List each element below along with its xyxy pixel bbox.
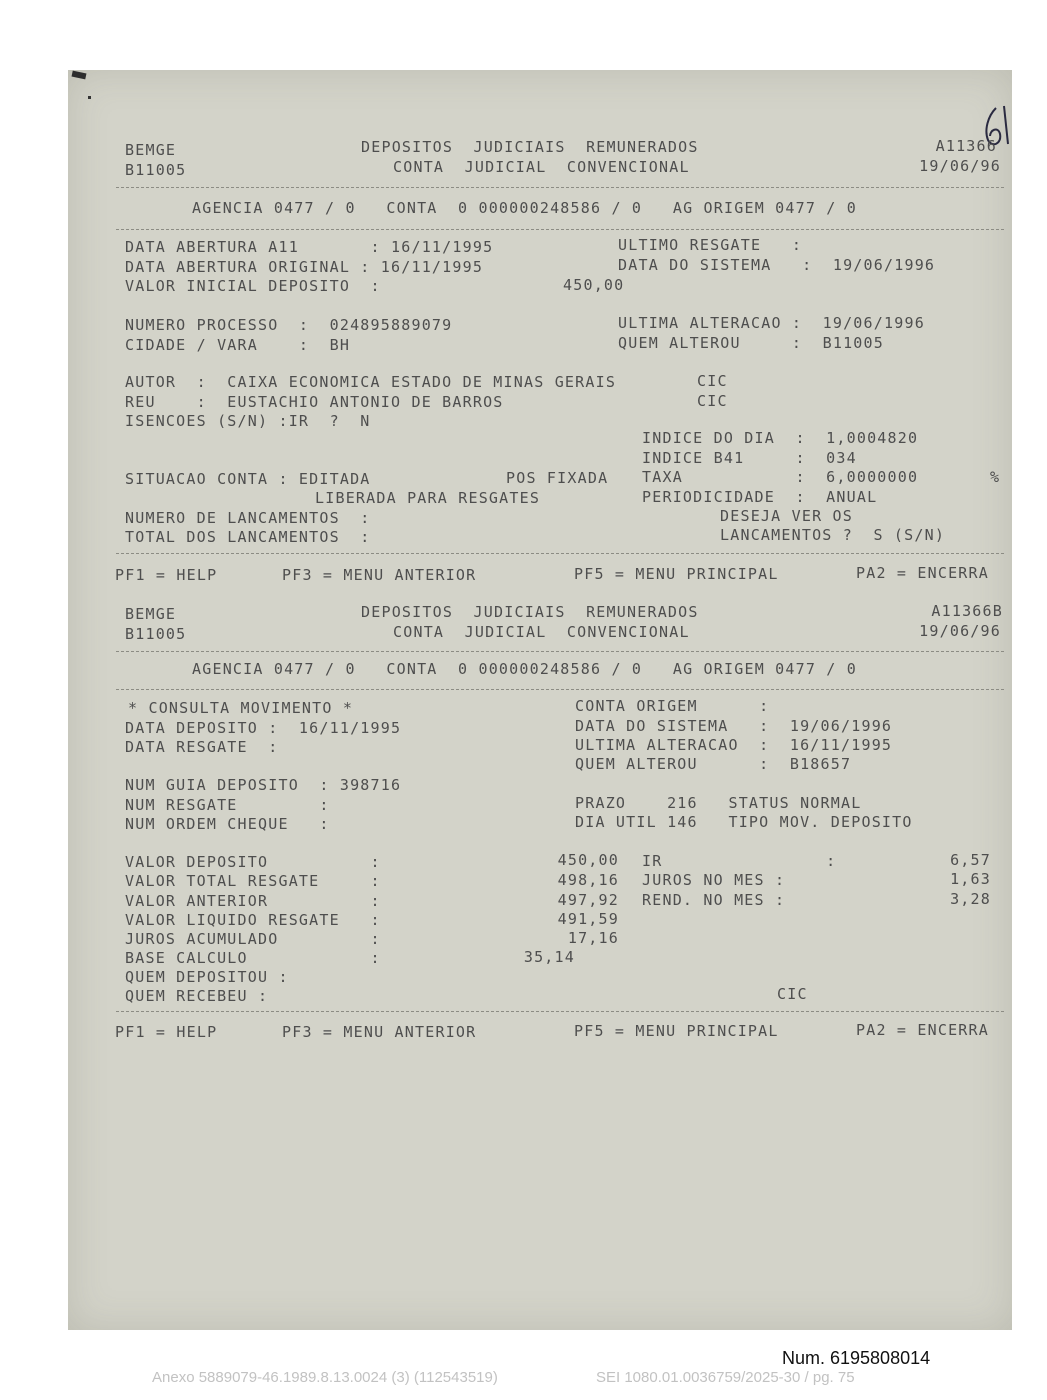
ultimo-resgate: ULTIMO RESGATE : <box>618 236 803 254</box>
bank-name: BEMGE <box>125 605 177 623</box>
rend-no-mes-label: REND. NO MES : <box>642 891 786 909</box>
autor-cic: CIC <box>697 372 728 390</box>
base-calculo-value: 35,14 <box>523 948 575 966</box>
data-do-sistema: DATA DO SISTEMA : 19/06/1996 <box>575 717 893 735</box>
juros-no-mes-label: JUROS NO MES : <box>642 871 786 889</box>
juros-acumulado-value: 17,16 <box>567 929 619 947</box>
data-do-sistema: DATA DO SISTEMA : 19/06/1996 <box>618 256 936 274</box>
ir-label: IR : <box>642 852 837 870</box>
recebeu-cic: CIC <box>777 985 808 1003</box>
numero-processo: NUMERO PROCESSO : 024895889079 <box>125 316 453 334</box>
pa2-encerra-key[interactable]: PA2 = ENCERRA <box>856 1021 989 1039</box>
situacao-conta: SITUACAO CONTA : EDITADA <box>125 470 371 488</box>
valor-total-resgate-label: VALOR TOTAL RESGATE : <box>125 872 381 890</box>
ultima-alteracao: ULTIMA ALTERACAO : 16/11/1995 <box>575 736 893 754</box>
ir-value: 6,57 <box>950 851 991 869</box>
liberada-resgates: LIBERADA PARA RESGATES <box>315 489 541 507</box>
data-deposito: DATA DEPOSITO : 16/11/1995 <box>125 719 402 737</box>
indice-do-dia: INDICE DO DIA : 1,0004820 <box>642 429 919 447</box>
valor-deposito-value: 450,00 <box>557 851 619 869</box>
pa2-encerra-key[interactable]: PA2 = ENCERRA <box>856 564 989 582</box>
divider <box>116 553 1004 554</box>
screen-subtitle: CONTA JUDICIAL CONVENCIONAL <box>393 158 690 176</box>
valor-anterior-label: VALOR ANTERIOR : <box>125 892 381 910</box>
quem-alterou: QUEM ALTEROU : B11005 <box>618 334 884 352</box>
juros-acumulado-label: JUROS ACUMULADO : <box>125 930 381 948</box>
lancamentos-prompt[interactable]: LANCAMENTOS ? S (S/N) <box>720 526 946 544</box>
numero-lancamentos: NUMERO DE LANCAMENTOS : <box>125 509 371 527</box>
divider <box>116 689 1004 690</box>
pf5-menu-principal-key[interactable]: PF5 = MENU PRINCIPAL <box>574 565 779 583</box>
document-number: Num. 6195808014 <box>782 1348 931 1368</box>
quem-depositou: QUEM DEPOSITOU : <box>125 968 289 986</box>
valor-inicial-value: 450,00 <box>563 276 625 294</box>
num-resgate: NUM RESGATE : <box>125 796 330 814</box>
screen-code: A11366 <box>935 137 997 155</box>
taxa: TAXA : 6,0000000 <box>642 468 919 486</box>
screen-code: A11366B <box>931 602 1003 620</box>
valor-anterior-value: 497,92 <box>557 891 619 909</box>
valor-deposito-label: VALOR DEPOSITO : <box>125 853 381 871</box>
screen-date: 19/06/96 <box>919 622 1001 640</box>
screen-subtitle: CONTA JUDICIAL CONVENCIONAL <box>393 623 690 641</box>
screen-title: DEPOSITOS JUDICIAIS REMUNERADOS <box>361 603 699 621</box>
annex-reference: Anexo 5889079-46.1989.8.13.0024 (3) (112543519) <box>152 1369 498 1386</box>
deseja-ver: DESEJA VER OS <box>720 507 853 525</box>
quem-alterou: QUEM ALTEROU : B18657 <box>575 755 852 773</box>
data-resgate: DATA RESGATE : <box>125 738 279 756</box>
pf1-help-key[interactable]: PF1 = HELP <box>115 1023 218 1041</box>
reu-cic: CIC <box>697 392 728 410</box>
divider <box>116 229 1004 230</box>
num-guia-deposito: NUM GUIA DEPOSITO : 398716 <box>125 776 402 794</box>
screen-date: 19/06/96 <box>919 157 1001 175</box>
conta-origem: CONTA ORIGEM : <box>575 697 770 715</box>
base-calculo-label: BASE CALCULO : <box>125 949 381 967</box>
data-abertura-original: DATA ABERTURA ORIGINAL : 16/11/1995 <box>125 258 484 276</box>
valor-liquido-resgate-label: VALOR LIQUIDO RESGATE : <box>125 911 381 929</box>
screen-title: DEPOSITOS JUDICIAIS REMUNERADOS <box>361 138 699 156</box>
taxa-percent: % <box>990 468 1001 486</box>
prazo-status: PRAZO 216 STATUS NORMAL <box>575 794 862 812</box>
ultima-alteracao: ULTIMA ALTERACAO : 19/06/1996 <box>618 314 925 332</box>
valor-total-resgate-value: 498,16 <box>557 871 619 889</box>
divider <box>116 187 1004 188</box>
total-lancamentos: TOTAL DOS LANCAMENTOS : <box>125 528 371 546</box>
bank-name: BEMGE <box>125 141 177 159</box>
data-abertura-a11: DATA ABERTURA A11 : 16/11/1995 <box>125 238 494 256</box>
rend-no-mes-value: 3,28 <box>950 890 991 908</box>
pos-fixada: POS FIXADA <box>506 469 609 487</box>
sei-reference: SEI 1080.01.0036759/2025-30 / pg. 75 <box>596 1369 855 1386</box>
reu: REU : EUSTACHIO ANTONIO DE BARROS <box>125 393 504 411</box>
autor: AUTOR : CAIXA ECONOMICA ESTADO DE MINAS GERAIS <box>125 373 617 391</box>
account-line: AGENCIA 0477 / 0 CONTA 0 000000248586 / 0 AG ORIGEM 0477 / 0 <box>192 660 857 678</box>
juros-no-mes-value: 1,63 <box>950 870 991 888</box>
dia-util-tipo-mov: DIA UTIL 146 TIPO MOV. DEPOSITO <box>575 813 913 831</box>
pf3-menu-anterior-key[interactable]: PF3 = MENU ANTERIOR <box>282 566 477 584</box>
account-line: AGENCIA 0477 / 0 CONTA 0 000000248586 / 0 AG ORIGEM 0477 / 0 <box>192 199 857 217</box>
pf1-help-key[interactable]: PF1 = HELP <box>115 566 218 584</box>
indice-b41: INDICE B41 : 034 <box>642 449 857 467</box>
valor-liquido-resgate-value: 491,59 <box>557 910 619 928</box>
divider <box>116 651 1004 652</box>
num-ordem-cheque: NUM ORDEM CHEQUE : <box>125 815 330 833</box>
quem-recebeu: QUEM RECEBEU : <box>125 987 269 1005</box>
user-id: B11005 <box>125 625 187 643</box>
scan-dot <box>88 96 91 99</box>
isencoes: ISENCOES (S/N) :IR ? N <box>125 412 371 430</box>
valor-inicial-label: VALOR INICIAL DEPOSITO : <box>125 277 381 295</box>
user-id: B11005 <box>125 161 187 179</box>
cidade-vara: CIDADE / VARA : BH <box>125 336 351 354</box>
divider <box>116 1011 1004 1012</box>
consulta-movimento: * CONSULTA MOVIMENTO * <box>128 699 354 717</box>
periodicidade: PERIODICIDADE : ANUAL <box>642 488 878 506</box>
pf3-menu-anterior-key[interactable]: PF3 = MENU ANTERIOR <box>282 1023 477 1041</box>
pf5-menu-principal-key[interactable]: PF5 = MENU PRINCIPAL <box>574 1022 779 1040</box>
